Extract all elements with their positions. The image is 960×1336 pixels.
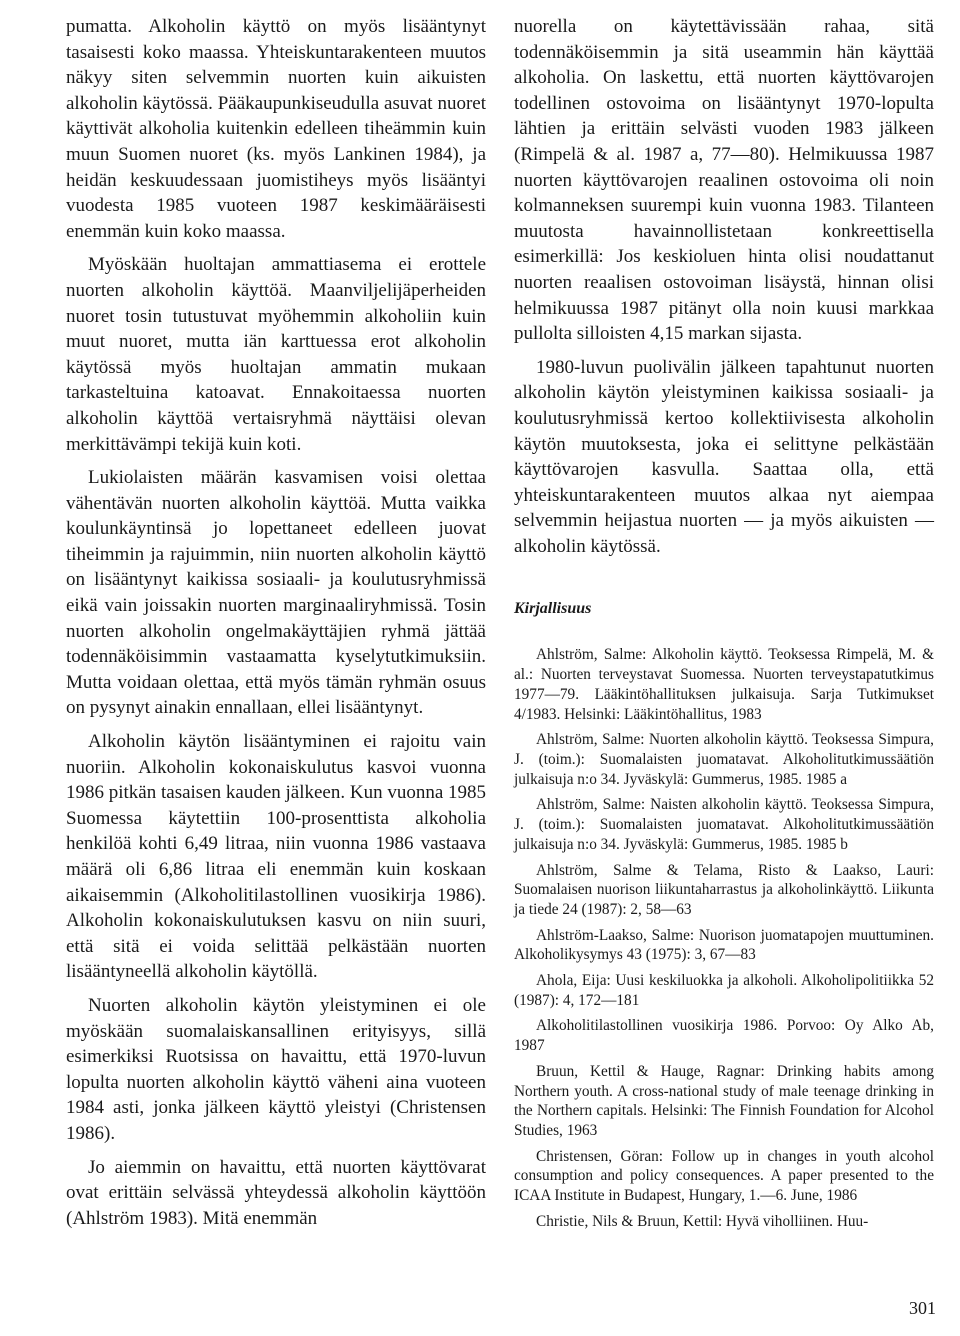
page-number: 301 xyxy=(909,1298,936,1318)
paragraph: Myöskään huoltajan ammattiasema ei erottele nuorten alkoholin käyttöä. Maanviljelijäperheiden nuoret tosin tutustuvat myöhemmin alkoholiin kuin muut nuoret, mutta iän karttuessa erot alkoholin käytössä myös huoltajan ammatin mukaan tarkasteltuina katoavat. Ennakoitaessa nuorten alkoholin käyttöä vertaisryhmä näyttäisi olevan merkittävämpi tekijä kuin koti. xyxy=(66,254,486,455)
reference-entry: Alkoholitilastollinen vuosikirja 1986. Porvoo: Oy Alko Ab, 1987 xyxy=(514,1017,934,1055)
paragraph: Alkoholin käytön lisääntyminen ei rajoitu vain nuoriin. Alkoholin kokonaiskulutus kasvoi vuonna 1986 pitkän tasaisen kauden jälkeen. Kun vuonna 1985 Suomessa käytettiin 100-prosenttista alkoholia henkilöä kohti 6,49 litraa, niin vuonna 1986 vastaava määrä oli 6,86 litraa eli enemmän kuin koskaan aikaisemmin (Alkoholitilastollinen vuosikirja 1986). Alkoholin kokonaiskulutuksen kasvu on niin suuri, että sitä ei voida selittää pelkästään nuorten lisääntyneellä alkoholin käytöllä. xyxy=(66,731,487,983)
reference-entry: Christie, Nils & Bruun, Kettil: Hyvä viholliinen. Huu- xyxy=(536,1212,869,1230)
reference-entry: Bruun, Kettil & Hauge, Ragnar: Drinking habits among Northern youth. A cross-national study of male teenage drinking in the Northern capitals. Helsinki: The Finnish Foundation for Alcohol Studies, 1963 xyxy=(514,1062,934,1139)
paragraph: Jo aiemmin on havaittu, että nuorten käyttövarat ovat erittäin selvässä yhteydessä alkoholin käyttöön (Ahlström 1983). Mitä enemmän xyxy=(66,1156,486,1229)
references-list xyxy=(514,645,934,1231)
references-heading: Kirjallisuus xyxy=(514,600,592,618)
left-column xyxy=(66,14,486,1231)
reference-entry: Christensen, Göran: Follow up in changes in youth alcohol consumption and policy consequences. A paper presented to the ICAA Institute in Budapest, Hungary, 1.—6. June, 1986 xyxy=(514,1147,934,1205)
reference-entry: Ahlström, Salme: Naisten alkoholin käyttö. Teoksessa Simpura, J. (toim.): Suomalaisten juomatavat. Alkoholitutkimussäätiön julkaisuja n:o 34. Jyväskylä: Gummerus, 1985. 1985 b xyxy=(514,796,934,853)
paragraph: Nuorten alkoholin käytön yleistyminen ei ole myöskään suomalaiskansallinen erityisyys, sillä esimerkiksi Ruotsissa on havaittu, että 1970-luvun lopulta nuorten alkoholin käyttö väheni aina vuoteen 1984 asti, jonka jälkeen käyttö yleistyi (Christensen 1986). xyxy=(66,994,486,1144)
right-column xyxy=(514,14,934,1237)
paragraph: nuorella on käytettävissään rahaa, sitä todennäköisemmin ja sitä useammin hän käyttää alkoholia. On laskettu, että nuorten käyttövarojen todellinen ostovoima on lisääntynyt 1970-lopulta lähtien ja erittäin selvästi vuoden 1983 jälkeen (Rimpelä & al. 1987 a, 77—80). Helmikuussa 1987 nuorten käyttövarojen reaalinen ostovoima oli noin kolmanneksen suurempi kuin vuonna 1983. Tilanteen muutosta havainnollistetaan konkreettisella esimerkillä: Jos keskioluen hinta olisi noudattanut nuorten reaalisen ostovoiman lisäystä, hinnan olisi helmikuussa 1987 pitänyt olla noin kuusi markkaa pullolta silloisten 4,15 markan sijasta. xyxy=(514,16,934,345)
reference-entry: Ahola, Eija: Uusi keskiluokka ja alkoholi. Alkoholipolitiikka 52 (1987): 4, 172—181 xyxy=(514,972,934,1009)
paragraph: Lukiolaisten määrän kasvamisen voisi olettaa vähentävän nuorten alkoholin käyttöä. Mutta vaikka koulunkäyntinsä jo lopettaneet edelleen juovat tiheimmin ja rajuimmin, niin nuorten alkoholin käyttö on lisääntynyt kaikissa sosiaali- ja koulutusryhmissä eikä vain joissakin nuorten marginaaliryhmissä. Tosin nuorten alkoholin ongelmakäyttäjien ryhmä jättää todennäköisimmin vastaamatta kyselytutkimuksiin. Mutta voidaan olettaa, että myös tämän ryhmän osuus on pysynyt ainakin ennallaan, ellei lisääntynyt. xyxy=(66,467,486,719)
reference-entry: Ahlström, Salme & Telama, Risto & Laakso, Lauri: Suomalaisen nuorison liikuntaharrastus ja alkoholinkäyttö. Liikunta ja tiede 24 (1987): 2, 58—63 xyxy=(514,861,934,918)
reference-entry: Ahlström, Salme: Alkoholin käyttö. Teoksessa Rimpelä, M. & al.: Nuorten terveystavat Suomessa. Nuorten terveystapatutkimus 1977—79. Lääkintöhallituksen julkaisuja. Sarja Tutkimukset 4/1983. Helsinki: Lääkintöhallitus, 1983 xyxy=(514,646,934,723)
paragraph: 1980-luvun puolivälin jälkeen tapahtunut nuorten alkoholin käytön yleistyminen kaikissa sosiaali- ja koulutusryhmissä kertoo kollektiivisesta alkoholin käytön muutoksesta, joka ei selittyne pelkästään käyttövarojen kasvulla. Saattaa olla, että yhteiskuntarakenteen muutos alkaa nyt aiempaa selvemmin heijastua nuorten — ja myös aikuisten — alkoholin käytössä. xyxy=(514,356,934,557)
reference-entry: Ahlström, Salme: Nuorten alkoholin käyttö. Teoksessa Simpura, J. (toim.): Suomalaisten juomatavat. Alkoholitutkimussäätiön julkaisuja n:o 34. Jyväskylä: Gummerus, 1985. 1985 a xyxy=(514,731,934,788)
reference-entry: Ahlström-Laakso, Salme: Nuorison juomatapojen muuttuminen. Alkoholikysymys 43 (1975): 3, 67—83 xyxy=(514,926,934,964)
paragraph: pumatta. Alkoholin käyttö on myös lisääntynyt tasaisesti koko maassa. Yhteiskuntarakenteen muutos näkyy siten selvemmin nuorten kuin aikuisten alkoholin käytössä. Pääkaupunkiseudulla asuvat nuoret käyttivät alkoholia kuitenkin edelleen tiheämmin kuin muun Suomen nuoret (ks. myös Lankinen 1984), ja heidän keskuudessaan juomistiheys myös lisääntyi vuodesta 1985 vuoteen 1987 keskimääräisesti enemmän kuin koko maassa. xyxy=(66,16,486,242)
right-body xyxy=(514,14,934,559)
